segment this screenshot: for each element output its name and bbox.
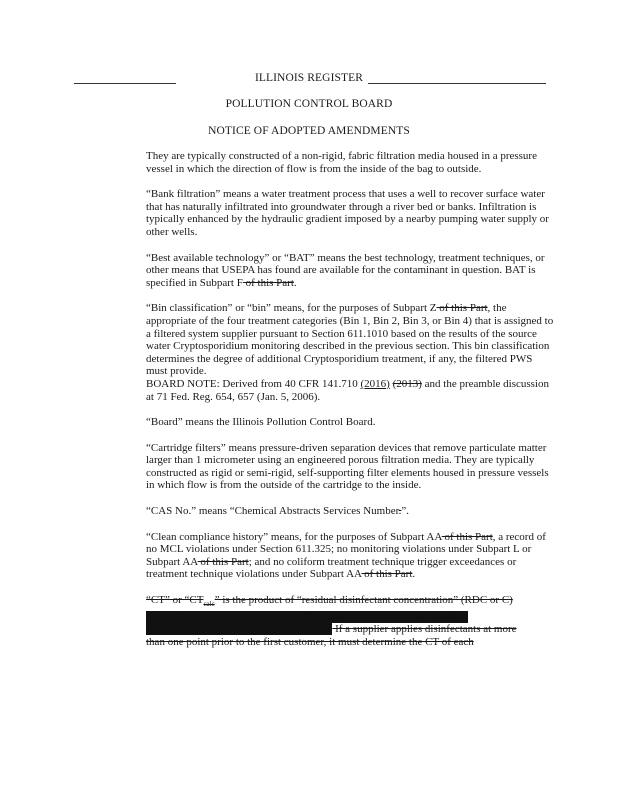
struck-text: of this Part — [242, 276, 294, 289]
struck-text: of this Part — [361, 568, 413, 581]
text-segment: ”. — [401, 505, 410, 518]
struck-text: of this Part — [197, 555, 249, 568]
struck-text: (2013) — [392, 377, 422, 390]
struck-text: than one point prior to the first customer, it must determine the CT of each — [146, 636, 474, 648]
text-segment: “Clean compliance history” means, for the purposes of Subpart AA — [146, 530, 442, 543]
text-segment: . — [412, 568, 416, 581]
paragraph-clean-compliance-history — [146, 531, 556, 581]
struck-text: calc — [203, 600, 215, 609]
inserted-text: (2016) — [360, 377, 390, 390]
paragraph-bank-filtration: “Bank filtration” means a water treatment process that uses a well to recover surface water that has naturally infiltrated into groundwater through a river bed or banks. Infiltration is typically enhanced by the hydraulic gradient imposed by a nearby pumping water supply or other wells. — [146, 188, 549, 238]
struck-text: “CT” or “CT — [146, 594, 204, 607]
paragraph-ct-definition — [146, 594, 556, 649]
struck-text: of this Part — [441, 530, 493, 543]
paragraph-cas-number — [146, 505, 556, 518]
paragraph-board: “Board” means the Illinois Pollution Control Board. — [146, 416, 376, 429]
paragraph-best-available-technology — [146, 252, 556, 290]
text-segment: “Best available technology” or “BAT” means the best technology, treatment techniques, or other means that USEPA has found are available for the contaminant in question. BAT is specified in Subpart F — [146, 251, 545, 289]
paragraph-cartridge-filters: “Cartridge filters” means pressure-driven separation devices that remove particulate matter larger than 1 micrometer using an engineered porous filtration media. They are typically constructed as rigid or semi-rigid, self-supporting filter elements housed in pressure vessels in which flow is from the outside of the cartridge to the inside. — [146, 441, 549, 492]
redaction-bar: in mg/ℓ determined before or at the first customer, and the corresponding — [146, 610, 468, 623]
paragraph-bag-filters-continued: They are typically constructed of a non-rigid, fabric filtration media housed in a pressure vessel in which the direction of flow is from the inside of the bag to outside. — [146, 150, 537, 175]
board-note: BOARD NOTE: Derived from 40 CFR 141.710 — [146, 377, 361, 390]
redaction-bar: “disinfectant contact time” (T) in minutes. — [146, 623, 333, 636]
text-segment: , a record of no MCL violations under Section 611.325; no monitoring violations under Subpart L or Subpart AA — [146, 530, 546, 568]
struck-text: . — [398, 505, 402, 518]
text-segment: , the appropriate of the four treatment categories (Bin 1, Bin 2, Bin 3, or Bin 4) that is assigned to a filtered system supplier pursuant to Section 611.1010 based on the results of the source water Cryptosporidium monitoring described in the previous section. This bin classification determines the degree of additional Cryptosporidium treatment, if any, the filtered PWS must provide. — [146, 302, 554, 378]
text-segment: “CAS No.” means “Chemical Abstracts Services Number — [146, 505, 399, 518]
text-segment: “Bin classification” or “bin” means, for the purposes of Subpart Z — [146, 302, 437, 315]
struck-text: If a supplier applies disinfectants at more — [332, 623, 517, 636]
text-segment: and the preamble discussion at 71 Fed. Reg. 654, 657 (Jan. 5, 2006). — [146, 377, 549, 403]
board-title: POLLUTION CONTROL BOARD — [225, 98, 393, 110]
struck-text: of this Part — [436, 302, 488, 315]
register-title: ILLINOIS REGISTER — [254, 72, 364, 84]
notice-title: NOTICE OF ADOPTED AMENDMENTS — [208, 125, 410, 137]
paragraph-bin-classification — [146, 302, 556, 403]
struck-text: ” is the product of “residual disinfectant concentration” (RDC or C) — [214, 594, 513, 607]
text-segment: ; and no coliform treatment technique trigger exceedances or treatment technique violations under Subpart AA — [146, 555, 517, 581]
text-segment: . — [293, 276, 297, 289]
document-body — [146, 150, 556, 662]
